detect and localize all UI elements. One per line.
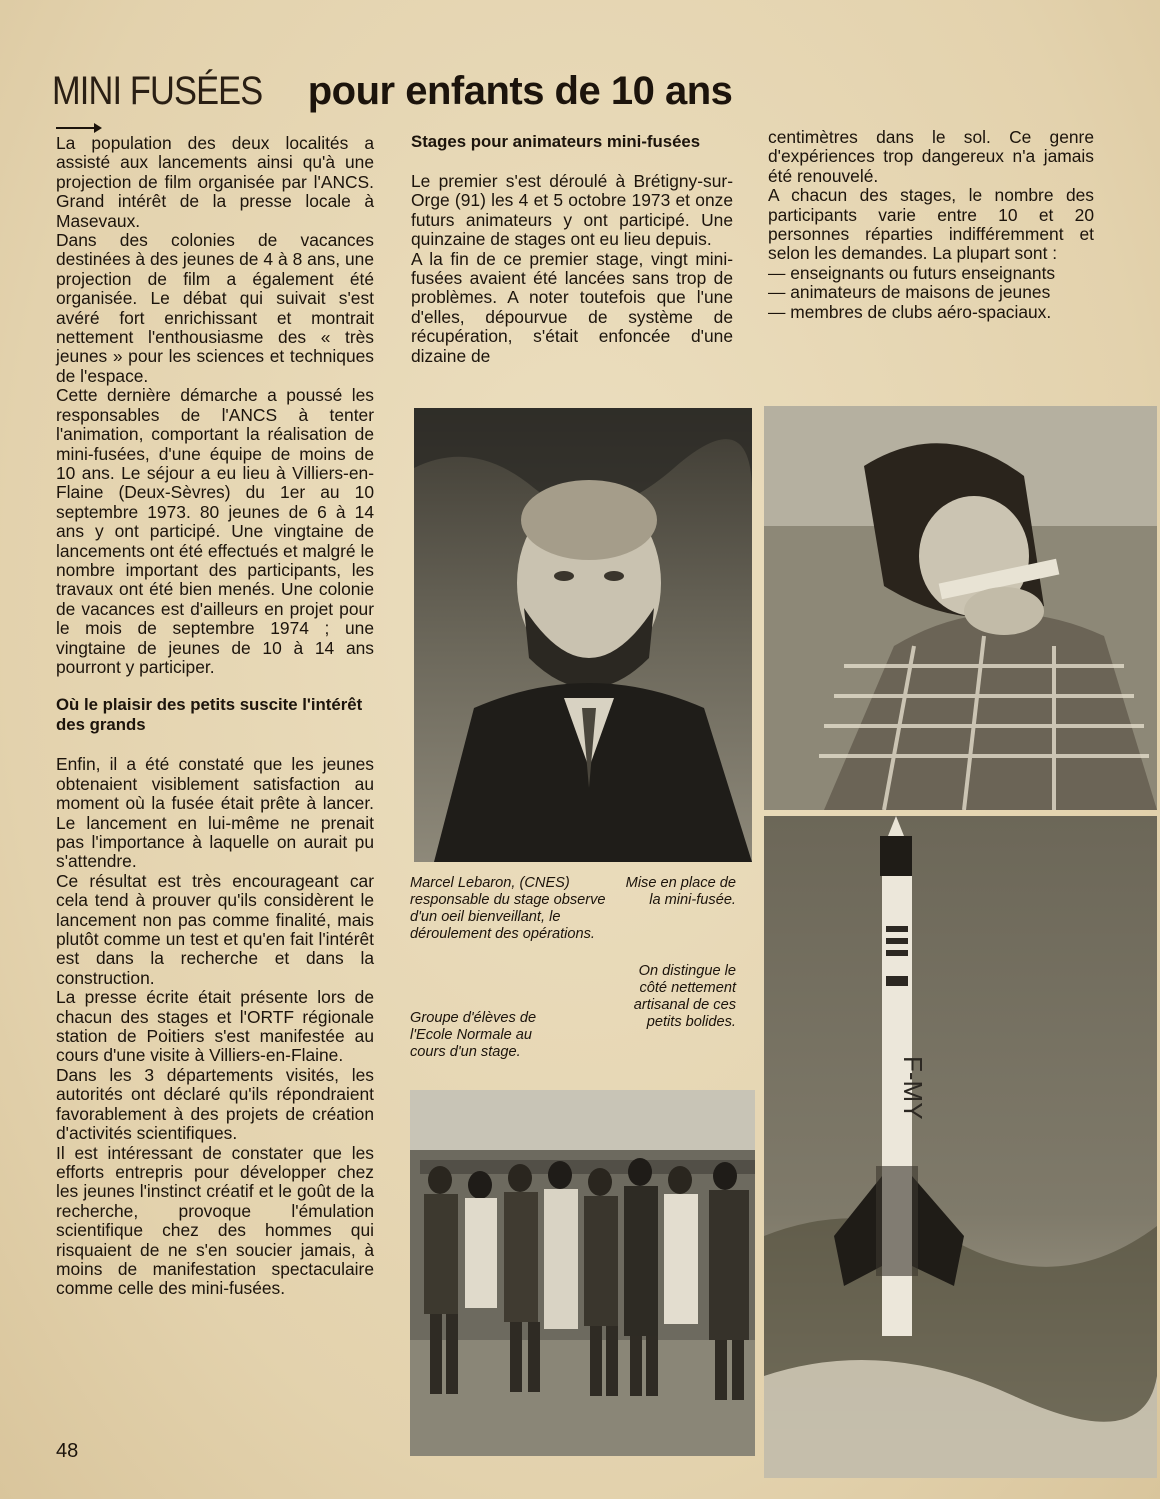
paragraph: Enfin, il a été constaté que les jeunes obtenaient visiblement satisfaction au moment où la fusée était prête à lancer. Le lancement en lui-même ne prenait pas l'importance à laquelle on aurait pu s'attendre. [56, 754, 374, 872]
paragraph: A chacun des stages, le nombre des participants varie entre 10 et 20 personnes réparties indifféremment et selon les demandes. La plupart sont : [768, 185, 1094, 264]
photo-young-man-rocket [764, 406, 1157, 810]
caption-rocket: Mise en place de la mini-fusée. [625, 875, 736, 908]
paragraph: La presse écrite était présente lors de chacun des stages et l'ORTF régionale station de Poitiers s'est manifestée au cours d'une visite à Villiers-en-Flaine. [56, 987, 374, 1066]
photo-mini-rocket [764, 816, 1157, 1478]
caption-man: Marcel Lebaron, (CNES) responsable du stage observe d'un oeil bienveillant, le déroulement des opérations. [410, 875, 606, 942]
paragraph: La population des deux localités a assisté aux lancements ainsi qu'à une projection de film organisée par l'ANCS. Grand intérêt de la presse locale à Masevaux. [56, 133, 374, 231]
photo-marcel-lebaron [414, 408, 752, 862]
section-heading: Où le plaisir des petits suscite l'intérêt des grands [56, 695, 363, 735]
column-1 [56, 134, 374, 1299]
title-light: MINI FUSÉES [52, 69, 263, 113]
article-title [52, 66, 732, 116]
paragraph: Dans des colonies de vacances destinées à des jeunes de 4 à 8 ans, une projection de film a également été organisée. Le débat qui suivait s'est avéré fort enrichissant et montrait nettement l'enthousiasme des « très jeunes » pour les sciences et techniques de l'espace. [56, 230, 374, 386]
section-heading: Stages pour animateurs mini-fusées [411, 132, 701, 151]
title-bold: pour enfants de 10 ans [307, 69, 733, 113]
caption-group: Groupe d'élèves de l'Ecole Normale au cours d'un stage. [410, 1010, 537, 1060]
caption-rocket-detail: On distingue le côté nettement artisanal de ces petits bolides. [633, 963, 736, 1030]
column-3 [768, 128, 1094, 322]
list-item: — membres de clubs aéro-spaciaux. [768, 301, 1052, 322]
paragraph: Dans les 3 départements visités, les autorités ont déclaré qu'ils répondraient favorablement à des projets de création d'activités scientifiques. [56, 1064, 374, 1144]
paragraph: Ce résultat est très encourageant car cela tend à prouver qu'ils considèrent le lancement non pas comme finalité, mais plutôt comme un test et qu'en fait l'intérêt est dans la recherche et dans la construction. [56, 870, 374, 988]
paragraph: Le premier s'est déroulé à Brétigny-sur-Orge (91) les 4 et 5 octobre 1973 et onze futurs animateurs y ont participé. Une quinzaine de stages ont eu lieu depuis. [411, 171, 733, 250]
photo-student-group [410, 1090, 755, 1456]
paragraph: centimètres dans le sol. Ce genre d'expériences trop dangereux n'a jamais été renouvelé. [768, 127, 1094, 186]
list-item: — animateurs de maisons de jeunes [768, 282, 1051, 303]
rocket-marking: F-MY [898, 1056, 928, 1120]
list-item: — enseignants ou futurs enseignants [768, 262, 1056, 283]
column-2 [411, 132, 733, 366]
paragraph: Il est intéressant de constater que les efforts entrepris pour développer chez les jeunes l'instinct créatif et le goût de la recherche, provoque l'émulation scientifique chez des hommes qui risquaient de ne s'en soucier jamais, à moins de manifestation spectaculaire comme celle des mini-fusées. [56, 1142, 374, 1299]
paragraph: Cette dernière démarche a poussé les responsables de l'ANCS à tenter l'animation, comportant la réalisation de mini-fusées, d'une équipe de moins de 10 ans. Le séjour a eu lieu à Villiers-en-Flaine (Deux-Sèvres) du 1er au 10 septembre 1973. 80 jeunes de 6 à 14 ans y ont participé. Une vingtaine de lancements ont été effectués et malgré le nombre important des participants, les travaux ont été bien menés. Une colonie de vacances est d'ailleurs en projet pour le mois de septembre 1974 ; une vingtaine de jeunes de 10 à 14 ans pourront y participer. [56, 385, 374, 677]
page-number: 48 [56, 1440, 79, 1462]
paragraph: A la fin de ce premier stage, vingt mini-fusées avaient été lancées sans trop de problèmes. A noter toutefois que l'une d'elles, dépourvue de système de récupération, s'était enfoncée d'une dizaine de [411, 248, 733, 366]
